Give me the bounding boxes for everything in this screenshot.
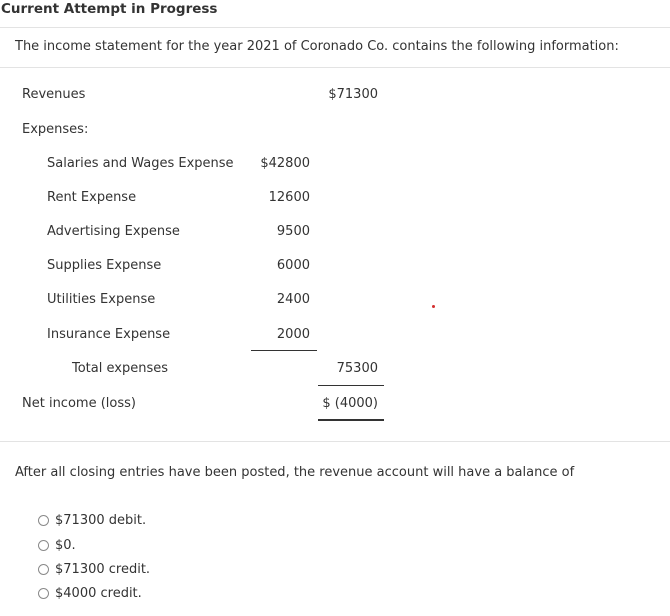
option-zero[interactable]: [38, 535, 76, 555]
option-label: $71300 debit.: [55, 512, 147, 528]
question-intro: The income statement for the year 2021 of Coronado Co. contains the following information:: [15, 39, 619, 54]
expense-amount-utilities: 2400: [276, 292, 310, 307]
revenues-amount: $71300: [328, 87, 378, 102]
expense-amount-supplies: 6000: [276, 258, 310, 273]
revenues-label: Revenues: [22, 87, 86, 102]
option-71300-debit[interactable]: [38, 510, 146, 530]
radio-button[interactable]: [38, 564, 49, 575]
attempt-status-title: Current Attempt in Progress: [1, 1, 218, 17]
expense-label-insurance: Insurance Expense: [47, 327, 171, 342]
expense-label-salaries: Salaries and Wages Expense: [47, 156, 234, 171]
option-label: $4000 credit.: [55, 585, 142, 601]
page-header: [0, 0, 670, 28]
radio-button[interactable]: [38, 588, 49, 599]
expenses-subtotal-rule: [251, 350, 317, 351]
marker-dot: [432, 305, 435, 308]
expenses-heading: Expenses:: [22, 122, 89, 137]
option-label: $0.: [55, 537, 76, 553]
expense-amount-salaries: $42800: [260, 156, 310, 171]
expense-amount-rent: 12600: [268, 190, 310, 205]
option-label: $71300 credit.: [55, 561, 151, 577]
total-expenses-label: Total expenses: [72, 361, 168, 376]
expense-label-rent: Rent Expense: [47, 190, 137, 205]
radio-button[interactable]: [38, 540, 49, 551]
net-income-double-rule: [318, 419, 384, 421]
total-expenses-amount: 75300: [336, 361, 378, 376]
option-71300-credit[interactable]: [38, 559, 150, 579]
expense-label-advertising: Advertising Expense: [47, 224, 180, 239]
section-divider: [0, 67, 670, 68]
radio-button[interactable]: [38, 515, 49, 526]
net-income-label: Net income (loss): [22, 396, 136, 411]
expense-amount-advertising: 9500: [276, 224, 310, 239]
expense-label-utilities: Utilities Expense: [47, 292, 156, 307]
total-expenses-rule: [318, 385, 384, 386]
question-prompt: After all closing entries have been posted, the revenue account will have a balance of: [15, 465, 575, 480]
expense-label-supplies: Supplies Expense: [47, 258, 162, 273]
section-divider: [0, 441, 670, 442]
net-income-amount: $ (4000): [322, 396, 378, 411]
expense-amount-insurance: 2000: [276, 327, 310, 342]
option-4000-credit[interactable]: [38, 583, 142, 603]
